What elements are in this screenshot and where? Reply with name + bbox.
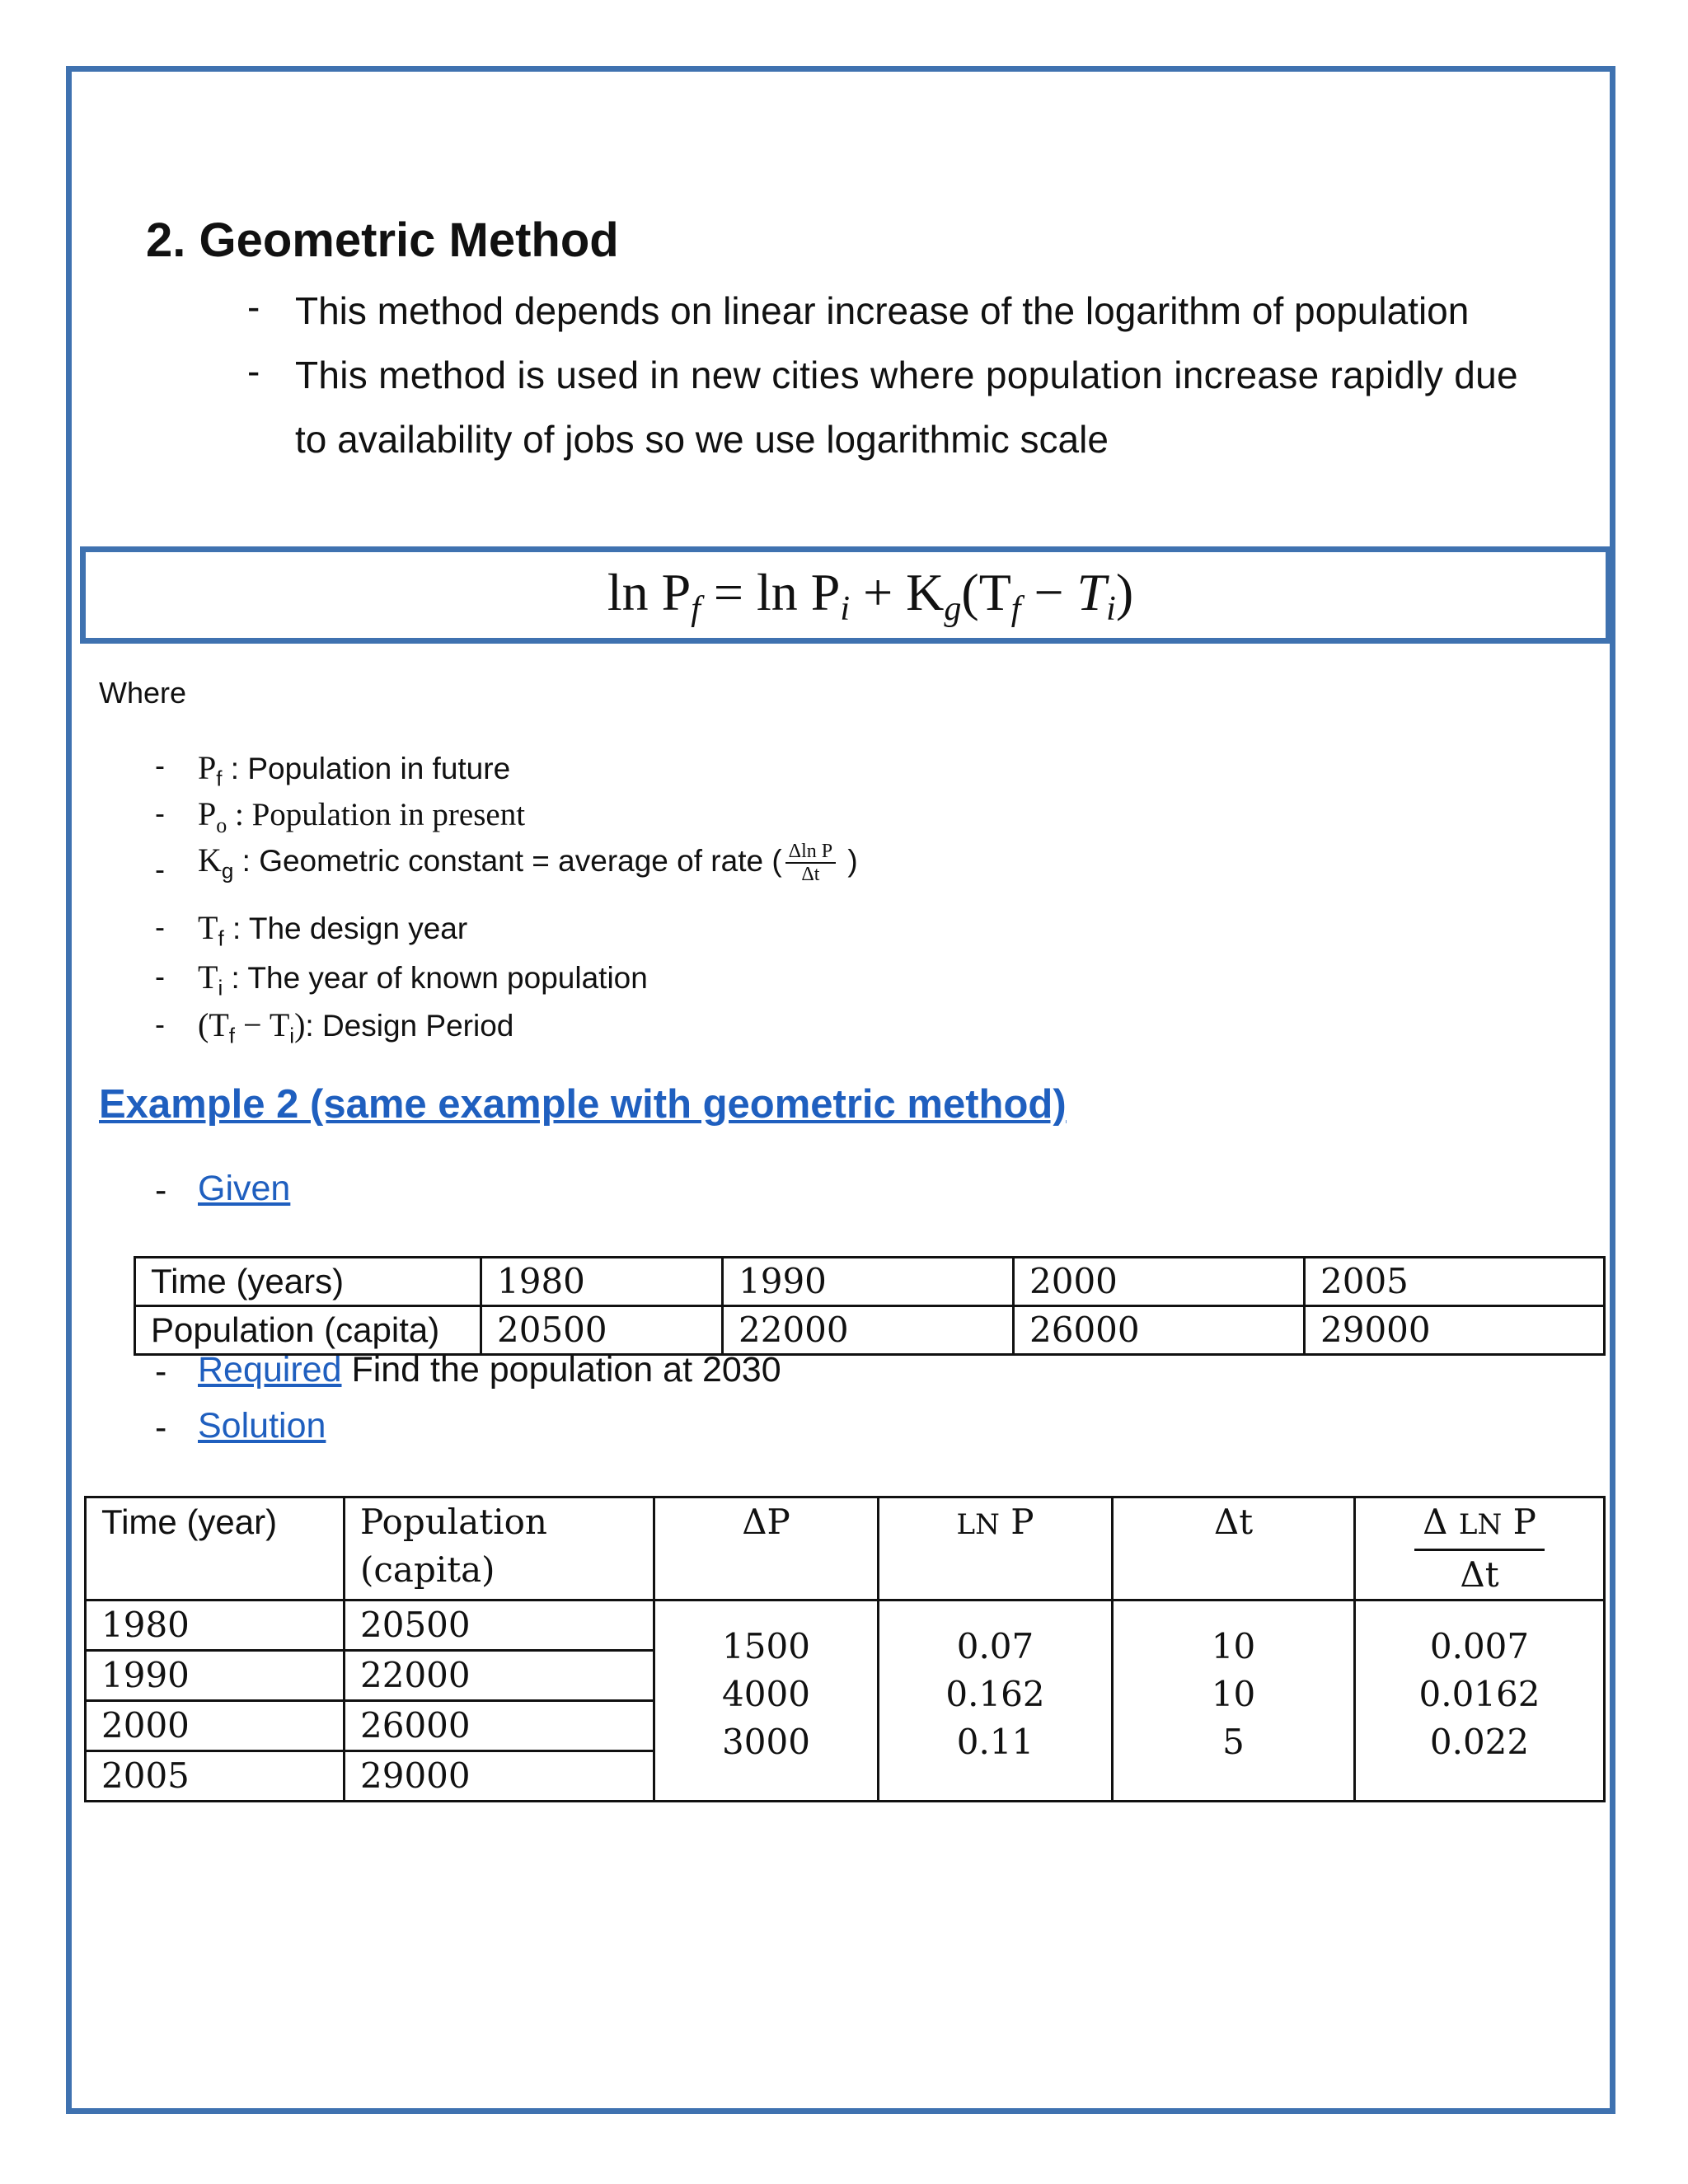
- header-delta-ln-p-over-delta-t: $\frac{\text{Δ LN P}}{\Delta t}$: [1355, 1497, 1605, 1601]
- definition-pf: $P_f$ : Population in future: [198, 749, 511, 791]
- table-cell: 26000: [345, 1701, 654, 1751]
- table-cell: 1990: [86, 1651, 345, 1701]
- delta-t-column: 10 10 5: [1113, 1601, 1355, 1802]
- table-cell: Population (capita): [135, 1306, 481, 1355]
- required-label: Required: [198, 1350, 342, 1390]
- given-data-table: [134, 1256, 1606, 1356]
- bullet-dash: -: [155, 959, 165, 993]
- table-header-row: [86, 1497, 1605, 1601]
- table-cell: 29000: [1305, 1306, 1605, 1355]
- bullet-dash: -: [155, 748, 165, 782]
- bullet-dash: -: [247, 285, 260, 328]
- ln-p-column: 0.07 0.162 0.11: [879, 1601, 1113, 1802]
- bullet-dash: -: [155, 1170, 167, 1210]
- bullet-dash: -: [155, 1007, 165, 1041]
- table-cell: 26000: [1014, 1306, 1305, 1355]
- bullet-dash: -: [155, 852, 165, 886]
- bullet-2: This method is used in new cities where population increase rapidly due: [295, 354, 1518, 396]
- bullet-1: This method depends on linear increase of the logarithm of population: [295, 289, 1470, 332]
- table-row: [135, 1258, 1605, 1306]
- table-cell: Time (years): [135, 1258, 481, 1306]
- table-cell: 20500: [345, 1601, 654, 1651]
- bullet-dash: -: [247, 349, 260, 392]
- section-title-text: Geometric Method: [199, 213, 619, 267]
- table-cell: 2005: [1305, 1258, 1605, 1306]
- table-cell: 29000: [345, 1751, 654, 1802]
- table-cell: 20500: [481, 1306, 723, 1355]
- rate-fraction: $\frac{\text{Δln P}}{\Delta t}$: [785, 841, 836, 885]
- header-delta-t: Δt: [1113, 1497, 1355, 1601]
- required-line: [198, 1350, 781, 1390]
- header-ln-p: LN P: [879, 1497, 1113, 1601]
- solution-table: [84, 1496, 1606, 1802]
- header-population: Population (capita): [345, 1497, 654, 1601]
- bullet-dash: -: [155, 910, 165, 944]
- geometric-formula: $\ln P_f = \ln P_i + K_g(T_f - T_i)$: [607, 562, 1134, 628]
- table-row: [135, 1306, 1605, 1355]
- bullet-dash: -: [155, 1408, 167, 1447]
- table-row: [86, 1601, 1605, 1651]
- table-cell: 1980: [481, 1258, 723, 1306]
- header-time: Time (year): [86, 1497, 345, 1601]
- definition-tf: $T_f$ : The design year: [198, 909, 468, 951]
- table-cell: 2000: [86, 1701, 345, 1751]
- table-cell: 2005: [86, 1751, 345, 1802]
- header-delta-p: ΔP: [654, 1497, 879, 1601]
- bullet-dash: -: [155, 796, 165, 830]
- example-heading: Example 2 (same example with geometric method): [99, 1082, 1067, 1127]
- section-number: 2.: [146, 213, 186, 267]
- formula-box: [80, 546, 1611, 644]
- definition-po: $P_o$ : Population in present: [198, 795, 526, 837]
- table-cell: 1990: [723, 1258, 1014, 1306]
- given-label: Given: [198, 1169, 291, 1208]
- required-text: Find the population at 2030: [341, 1350, 781, 1390]
- bullet-2-continued: to availability of jobs so we use logarithmic scale: [295, 418, 1109, 461]
- delta-ln-p-over-delta-t-column: 0.007 0.0162 0.022: [1355, 1601, 1605, 1802]
- table-cell: 22000: [345, 1651, 654, 1701]
- definition-kg: $K_g$ : Geometric constant = average of rate ( $\frac{\text{Δln P}}{\Delta t}$ ): [198, 841, 858, 886]
- table-cell: 1980: [86, 1601, 345, 1651]
- solution-label: Solution: [198, 1406, 326, 1446]
- table-cell: 22000: [723, 1306, 1014, 1355]
- table-cell: 2000: [1014, 1258, 1305, 1306]
- where-label: Where: [99, 676, 187, 710]
- delta-p-column: 1500 4000 3000: [654, 1601, 879, 1802]
- definition-ti: $T_i$ : The year of known population: [198, 958, 648, 1001]
- bullet-dash: -: [155, 1352, 167, 1391]
- section-title: [146, 213, 619, 268]
- definition-design-period: $(T_f - T_i)$: Design Period: [198, 1006, 514, 1048]
